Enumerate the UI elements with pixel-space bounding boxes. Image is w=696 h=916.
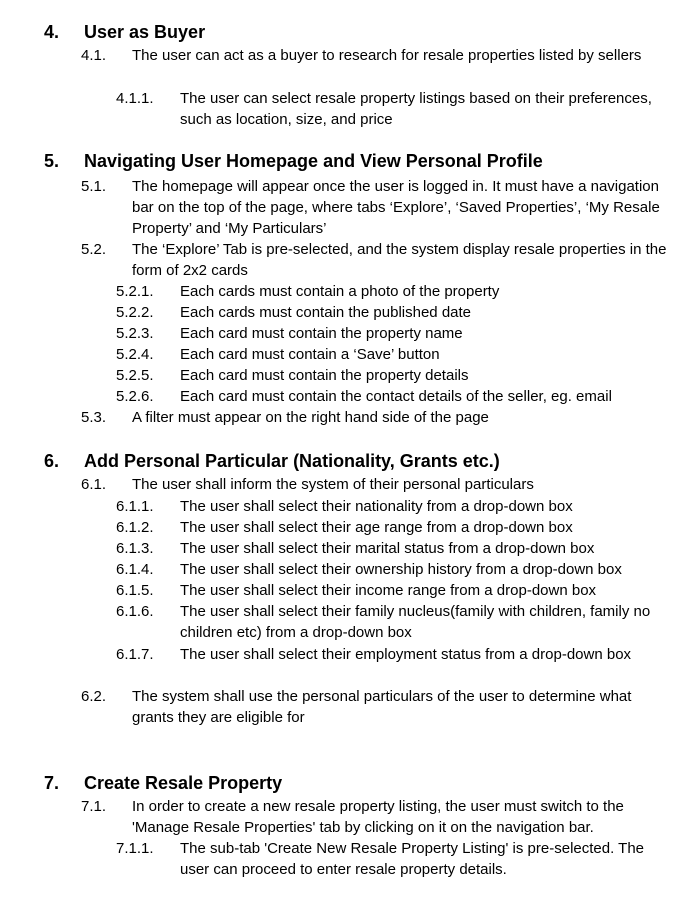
list-item — [81, 796, 667, 838]
item-number: 5.2.4. — [116, 346, 154, 363]
item-number: 6.1.3. — [116, 540, 154, 557]
item-text: Each cards must contain the published date — [180, 304, 472, 321]
section-title: User as Buyer — [84, 22, 206, 42]
item-number: 7.1. — [81, 798, 107, 815]
list-item — [116, 365, 670, 386]
item-text: Each card must contain the contact details of the seller, eg. email — [180, 388, 612, 405]
item-text: The user can select resale property listings based on their preferences, such as location, size, and price — [180, 90, 652, 128]
list-item — [116, 838, 670, 880]
list-item — [81, 407, 667, 428]
item-number: 5.1. — [81, 178, 107, 195]
item-text: The sub-tab 'Create New Resale Property Listing' is pre-selected. The user can proceed to enter resale property details. — [180, 840, 645, 878]
list-item — [116, 281, 670, 302]
list-item — [116, 517, 670, 538]
list-item — [116, 538, 670, 559]
item-number: 5.2.1. — [116, 283, 154, 300]
list-item — [116, 496, 670, 517]
item-text: Each card must contain a ‘Save’ button — [180, 346, 440, 363]
section-number: 4. — [44, 22, 60, 42]
item-text: The ‘Explore’ Tab is pre-selected, and the system display resale properties in the form of 2x2 cards — [132, 241, 667, 279]
item-number: 6.1.4. — [116, 561, 154, 578]
item-text: The user shall select their marital status from a drop-down box — [180, 540, 595, 557]
item-number: 5.2. — [81, 241, 107, 258]
item-text: Each cards must contain a photo of the property — [180, 283, 500, 300]
item-text: The homepage will appear once the user is logged in. It must have a navigation bar on the top of the page, where tabs ‘Explore’, ‘Saved Properties’, ‘My Resale Property’ and ‘My Particulars’ — [132, 178, 660, 237]
item-number: 4.1.1. — [116, 90, 154, 107]
item-number: 5.2.5. — [116, 367, 154, 384]
section-number: 7. — [44, 773, 60, 793]
list-item — [81, 45, 667, 66]
item-number: 5.2.3. — [116, 325, 154, 342]
section-title: Add Personal Particular (Nationality, Grants etc.) — [84, 451, 500, 471]
item-number: 5.2.2. — [116, 304, 154, 321]
item-text: Each card must contain the property details — [180, 367, 469, 384]
item-text: The user shall select their income range from a drop-down box — [180, 582, 597, 599]
item-number: 7.1.1. — [116, 840, 154, 857]
item-number: 5.3. — [81, 409, 107, 426]
item-text: A filter must appear on the right hand side of the page — [132, 409, 489, 426]
item-number: 6.2. — [81, 688, 107, 705]
item-text: In order to create a new resale property listing, the user must switch to the 'Manage Resale Properties' tab by clicking on it on the navigation bar. — [132, 798, 624, 836]
item-text: The user shall select their age range from a drop-down box — [180, 519, 573, 536]
item-text: The system shall use the personal particulars of the user to determine what grants they are eligible for — [132, 688, 632, 726]
list-item — [116, 601, 670, 643]
item-number: 6.1.6. — [116, 603, 154, 620]
item-number: 6.1.2. — [116, 519, 154, 536]
item-text: The user shall select their employment status from a drop-down box — [180, 646, 632, 663]
item-text: Each card must contain the property name — [180, 325, 463, 342]
list-item — [116, 580, 670, 601]
section-number: 5. — [44, 151, 60, 171]
item-number: 4.1. — [81, 47, 107, 64]
list-item — [81, 176, 667, 239]
section-title: Create Resale Property — [84, 773, 283, 793]
section-number: 6. — [44, 451, 60, 471]
item-number: 6.1.7. — [116, 646, 154, 663]
list-item — [81, 474, 667, 495]
list-item — [116, 88, 670, 130]
item-number: 6.1. — [81, 476, 107, 493]
item-text: The user can act as a buyer to research for resale properties listed by sellers — [132, 47, 642, 64]
item-text: The user shall select their ownership history from a drop-down box — [180, 561, 622, 578]
list-item — [116, 644, 650, 665]
list-item — [116, 344, 670, 365]
section-title: Navigating User Homepage and View Personal Profile — [84, 151, 543, 171]
item-number: 6.1.5. — [116, 582, 154, 599]
list-item — [116, 386, 680, 407]
list-item — [116, 323, 670, 344]
item-text: The user shall inform the system of their personal particulars — [132, 476, 534, 493]
item-text: The user shall select their family nucleus(family with children, family no children etc) from a drop-down box — [180, 603, 651, 641]
list-item — [116, 302, 670, 323]
item-number: 5.2.6. — [116, 388, 154, 405]
item-number: 6.1.1. — [116, 498, 154, 515]
item-text: The user shall select their nationality from a drop-down box — [180, 498, 573, 515]
list-item — [81, 239, 667, 281]
list-item — [116, 559, 680, 580]
list-item — [81, 686, 642, 728]
